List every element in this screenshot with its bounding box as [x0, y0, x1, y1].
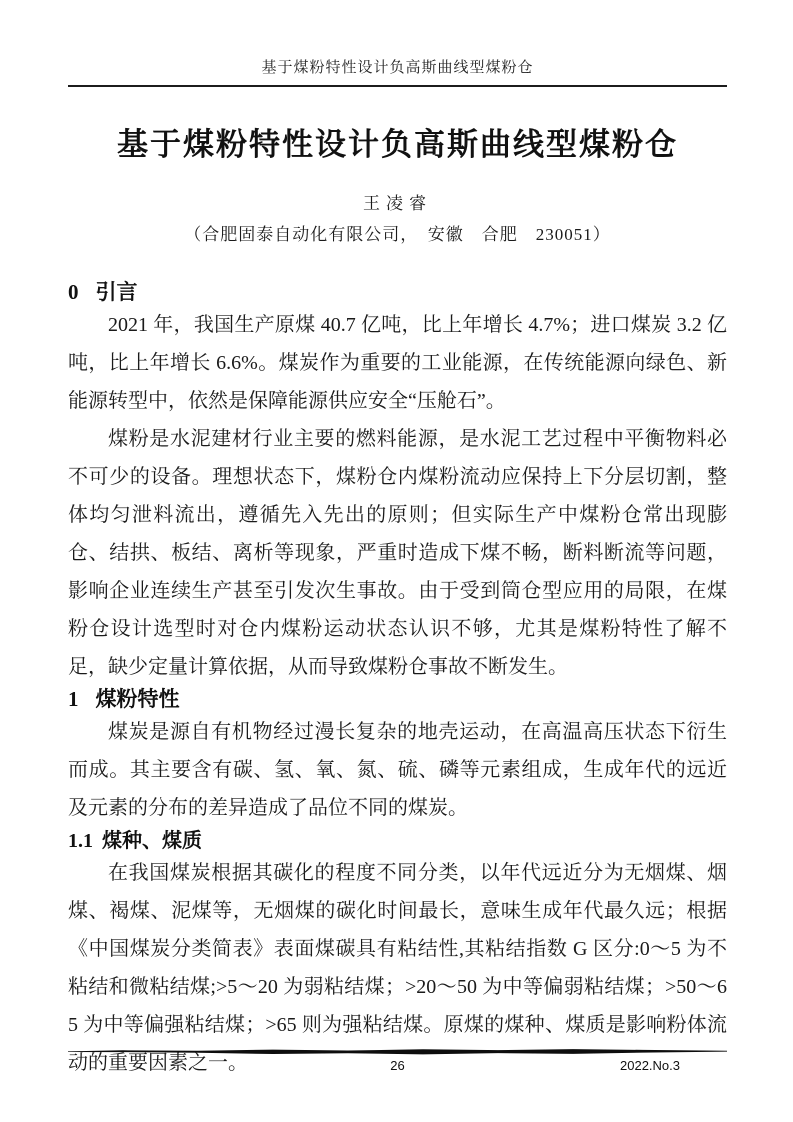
- section-number: 1: [68, 687, 79, 711]
- running-head: 基于煤粉特性设计负高斯曲线型煤粉仓: [261, 60, 534, 76]
- paragraph: 2021 年，我国生产原煤 40.7 亿吨，比上年增长 4.7%；进口煤炭 3.2 亿吨，比上年增长 6.6%。煤炭作为重要的工业能源，在传统能源向绿色、新能源转型中，依然是保障能源供应安全“压舱石”。: [68, 314, 727, 412]
- paper-title: 基于煤粉特性设计负高斯曲线型煤粉仓: [117, 127, 678, 162]
- section-heading-1: [68, 686, 727, 713]
- issue-number: 2022.No.3: [620, 1058, 680, 1073]
- footer-text-row: [68, 1058, 727, 1074]
- section-title: 煤粉特性: [95, 688, 180, 711]
- paragraph: 在我国煤炭根据其碳化的程度不同分类，以年代远近分为无烟煤、烟煤、褐煤、泥煤等，无烟煤的碳化时间最长，意味生成年代最久远；根据《中国煤炭分类简表》表面煤碳具有粘结性,其粘结指数 G 区分:0～5 为不粘结和微粘结煤;>5～20 为弱粘结煤；>20～50 为中等偏弱粘结煤；>50～65 为中等偏强粘结煤；>65 则为强粘结煤。原煤的煤种、煤质是影响粉体流动的重要因素之一。: [68, 862, 727, 1074]
- page-footer: [68, 1048, 727, 1074]
- subsection-title: 煤种、煤质: [102, 830, 202, 852]
- section-heading-0: [68, 279, 727, 306]
- paragraph: 煤粉是水泥建材行业主要的燃料能源，是水泥工艺过程中平衡物料必不可少的设备。理想状态下，煤粉仓内煤粉流动应保持上下分层切割，整体均匀泄料流出，遵循先入先出的原则；但实际生产中煤粉仓常出现膨仓、结拱、板结、离析等现象，严重时造成下煤不畅，断料断流等问题，影响企业连续生产甚至引发次生事故。由于受到筒仓型应用的局限，在煤粉仓设计选型时对仓内煤粉运动状态认识不够，尤其是煤粉特性了解不足，缺少定量计算依据，从而导致煤粉仓事故不断发生。: [68, 428, 727, 678]
- author-affiliation: （合肥固泰自动化有限公司， 安徽 合肥 230051）: [184, 225, 611, 244]
- header-rule: [68, 85, 727, 87]
- section-title: 引言: [95, 281, 138, 304]
- paragraph: 煤炭是源自有机物经过漫长复杂的地壳运动，在高温高压状态下衍生而成。其主要含有碳、氢、氧、氮、硫、磷等元素组成，生成年代的远近及元素的分布的差异造成了品位不同的煤炭。: [68, 721, 727, 819]
- subsection-number: 1.1: [68, 830, 93, 852]
- footer-rule: [68, 1048, 727, 1056]
- page-number: 26: [390, 1058, 405, 1073]
- subsection-heading-1-1: [68, 829, 727, 854]
- author-name: 王凌睿: [363, 194, 432, 213]
- section-number: 0: [68, 280, 79, 304]
